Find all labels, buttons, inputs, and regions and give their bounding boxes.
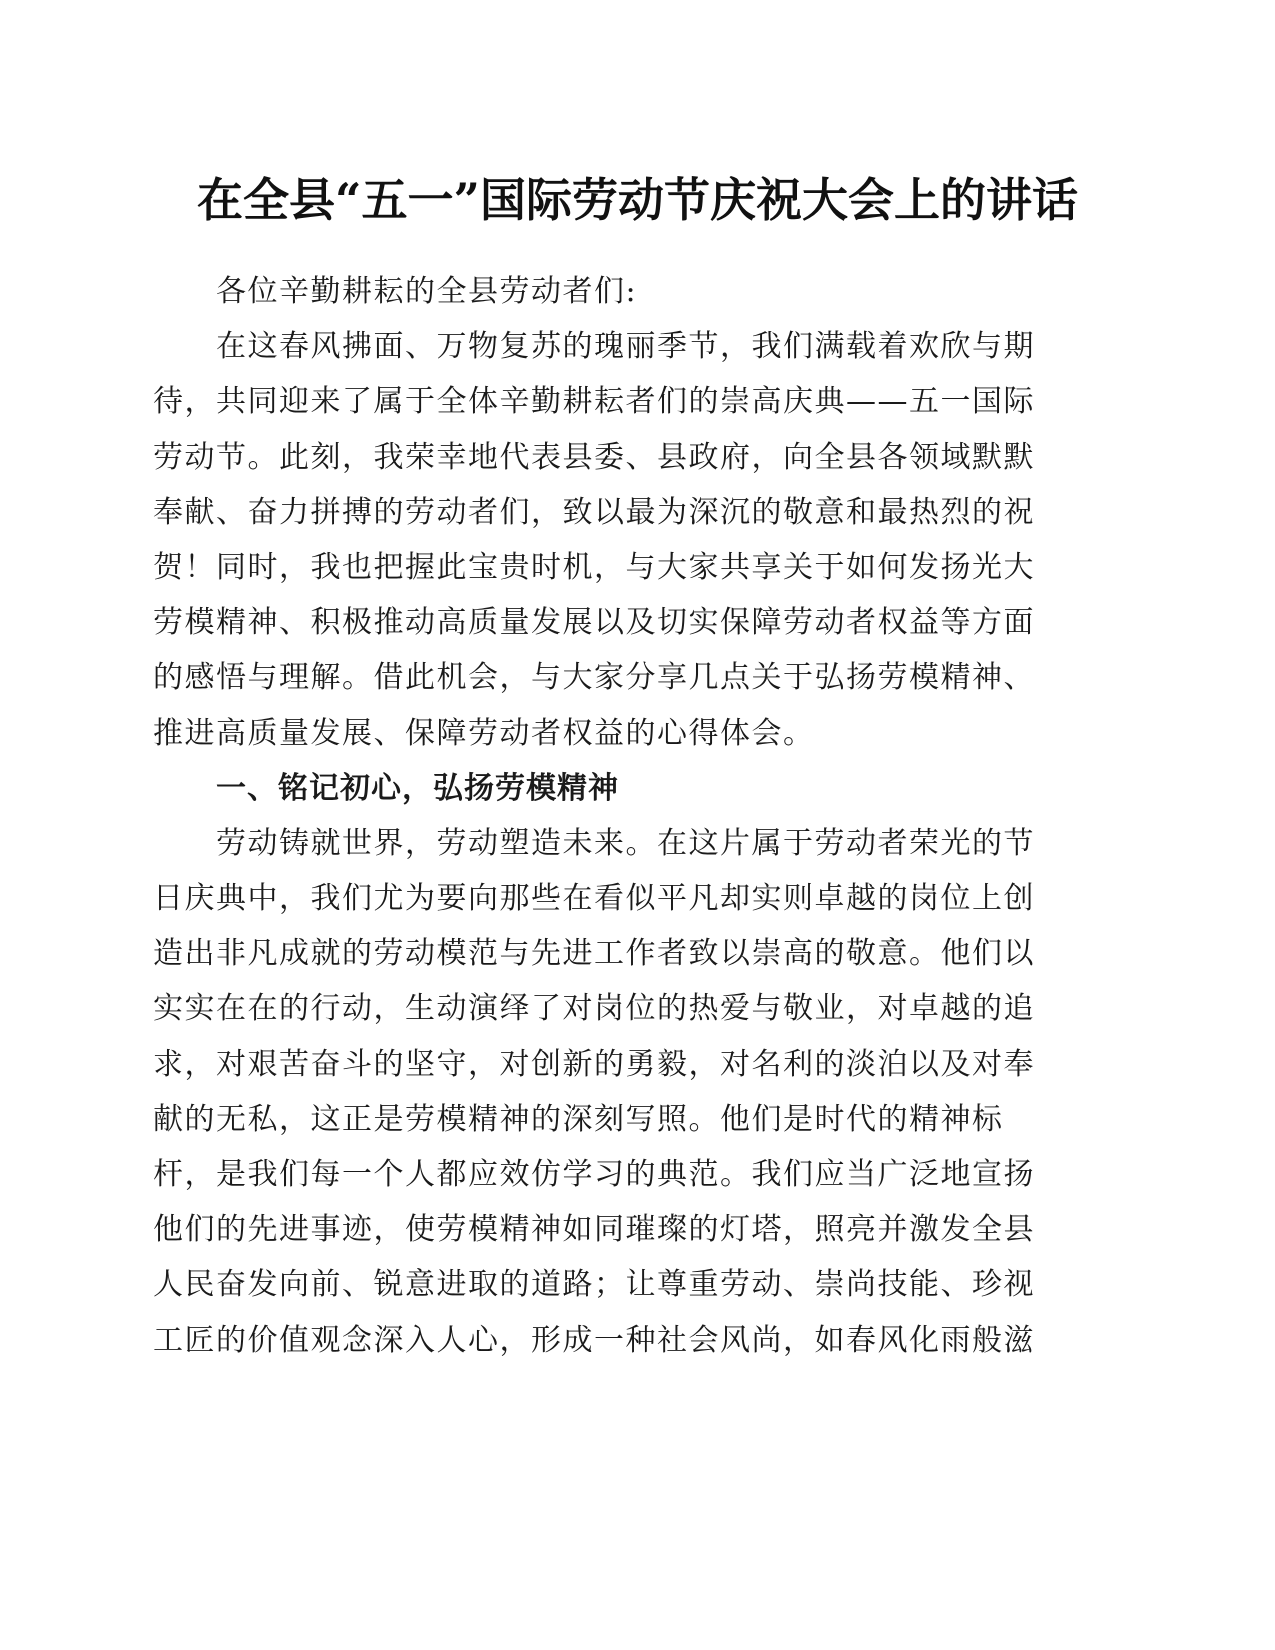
paragraph-line: 人民奋发向前、锐意进取的道路；让尊重劳动、崇尚技能、珍视 xyxy=(153,1267,1035,1303)
paragraph-line: 贺！同时，我也把握此宝贵时机，与大家共享关于如何发扬光大 xyxy=(153,549,1035,585)
paragraph-line: 的感悟与理解。借此机会，与大家分享几点关于弘扬劳模精神、 xyxy=(153,660,1035,696)
section-heading: 一、铭记初心，弘扬劳模精神 xyxy=(216,770,619,806)
paragraph-line: 劳模精神、积极推动高质量发展以及切实保障劳动者权益等方面 xyxy=(153,605,1035,641)
paragraph-line: 实实在在的行动，生动演绎了对岗位的热爱与敬业，对卓越的追 xyxy=(153,991,1035,1027)
paragraph-line: 杆，是我们每一个人都应效仿学习的典范。我们应当广泛地宣扬 xyxy=(153,1157,1035,1192)
paragraph-line: 日庆典中，我们尤为要向那些在看似平凡却实则卓越的岗位上创 xyxy=(153,881,1035,917)
paragraph-line: 推进高质量发展、保障劳动者权益的心得体会。 xyxy=(153,715,815,751)
paragraph-line: 工匠的价值观念深入人心，形成一种社会风尚，如春风化雨般滋 xyxy=(153,1322,1035,1358)
paragraph-line: 他们的先进事迹，使劳模精神如同璀璨的灯塔，照亮并激发全县 xyxy=(153,1212,1035,1248)
paragraph-line: 奉献、奋力拼搏的劳动者们，致以最为深沉的敬意和最热烈的祝 xyxy=(153,494,1035,530)
paragraph-line: 劳动铸就世界，劳动塑造未来。在这片属于劳动者荣光的节 xyxy=(216,825,1035,861)
paragraph-line: 待，共同迎来了属于全体辛勤耕耘者们的崇高庆典——五一国际 xyxy=(153,384,1035,420)
document-title: 在全县“五一”国际劳动节庆祝大会上的讲话 xyxy=(197,173,1078,227)
paragraph-line: 献的无私，这正是劳模精神的深刻写照。他们是时代的精神标 xyxy=(153,1101,1004,1137)
paragraph-line: 造出非凡成就的劳动模范与先进工作者致以崇高的敬意。他们以 xyxy=(153,936,1035,972)
document-body xyxy=(153,264,1088,1368)
paragraph-line: 在这春风拂面、万物复苏的瑰丽季节，我们满载着欢欣与期 xyxy=(216,329,1035,365)
salutation: 各位辛勤耕耘的全县劳动者们: xyxy=(216,274,638,309)
paragraph-line: 劳动节。此刻，我荣幸地代表县委、县政府，向全县各领域默默 xyxy=(153,439,1035,475)
paragraph-line: 求，对艰苦奋斗的坚守，对创新的勇毅，对名利的淡泊以及对奉 xyxy=(153,1046,1035,1082)
